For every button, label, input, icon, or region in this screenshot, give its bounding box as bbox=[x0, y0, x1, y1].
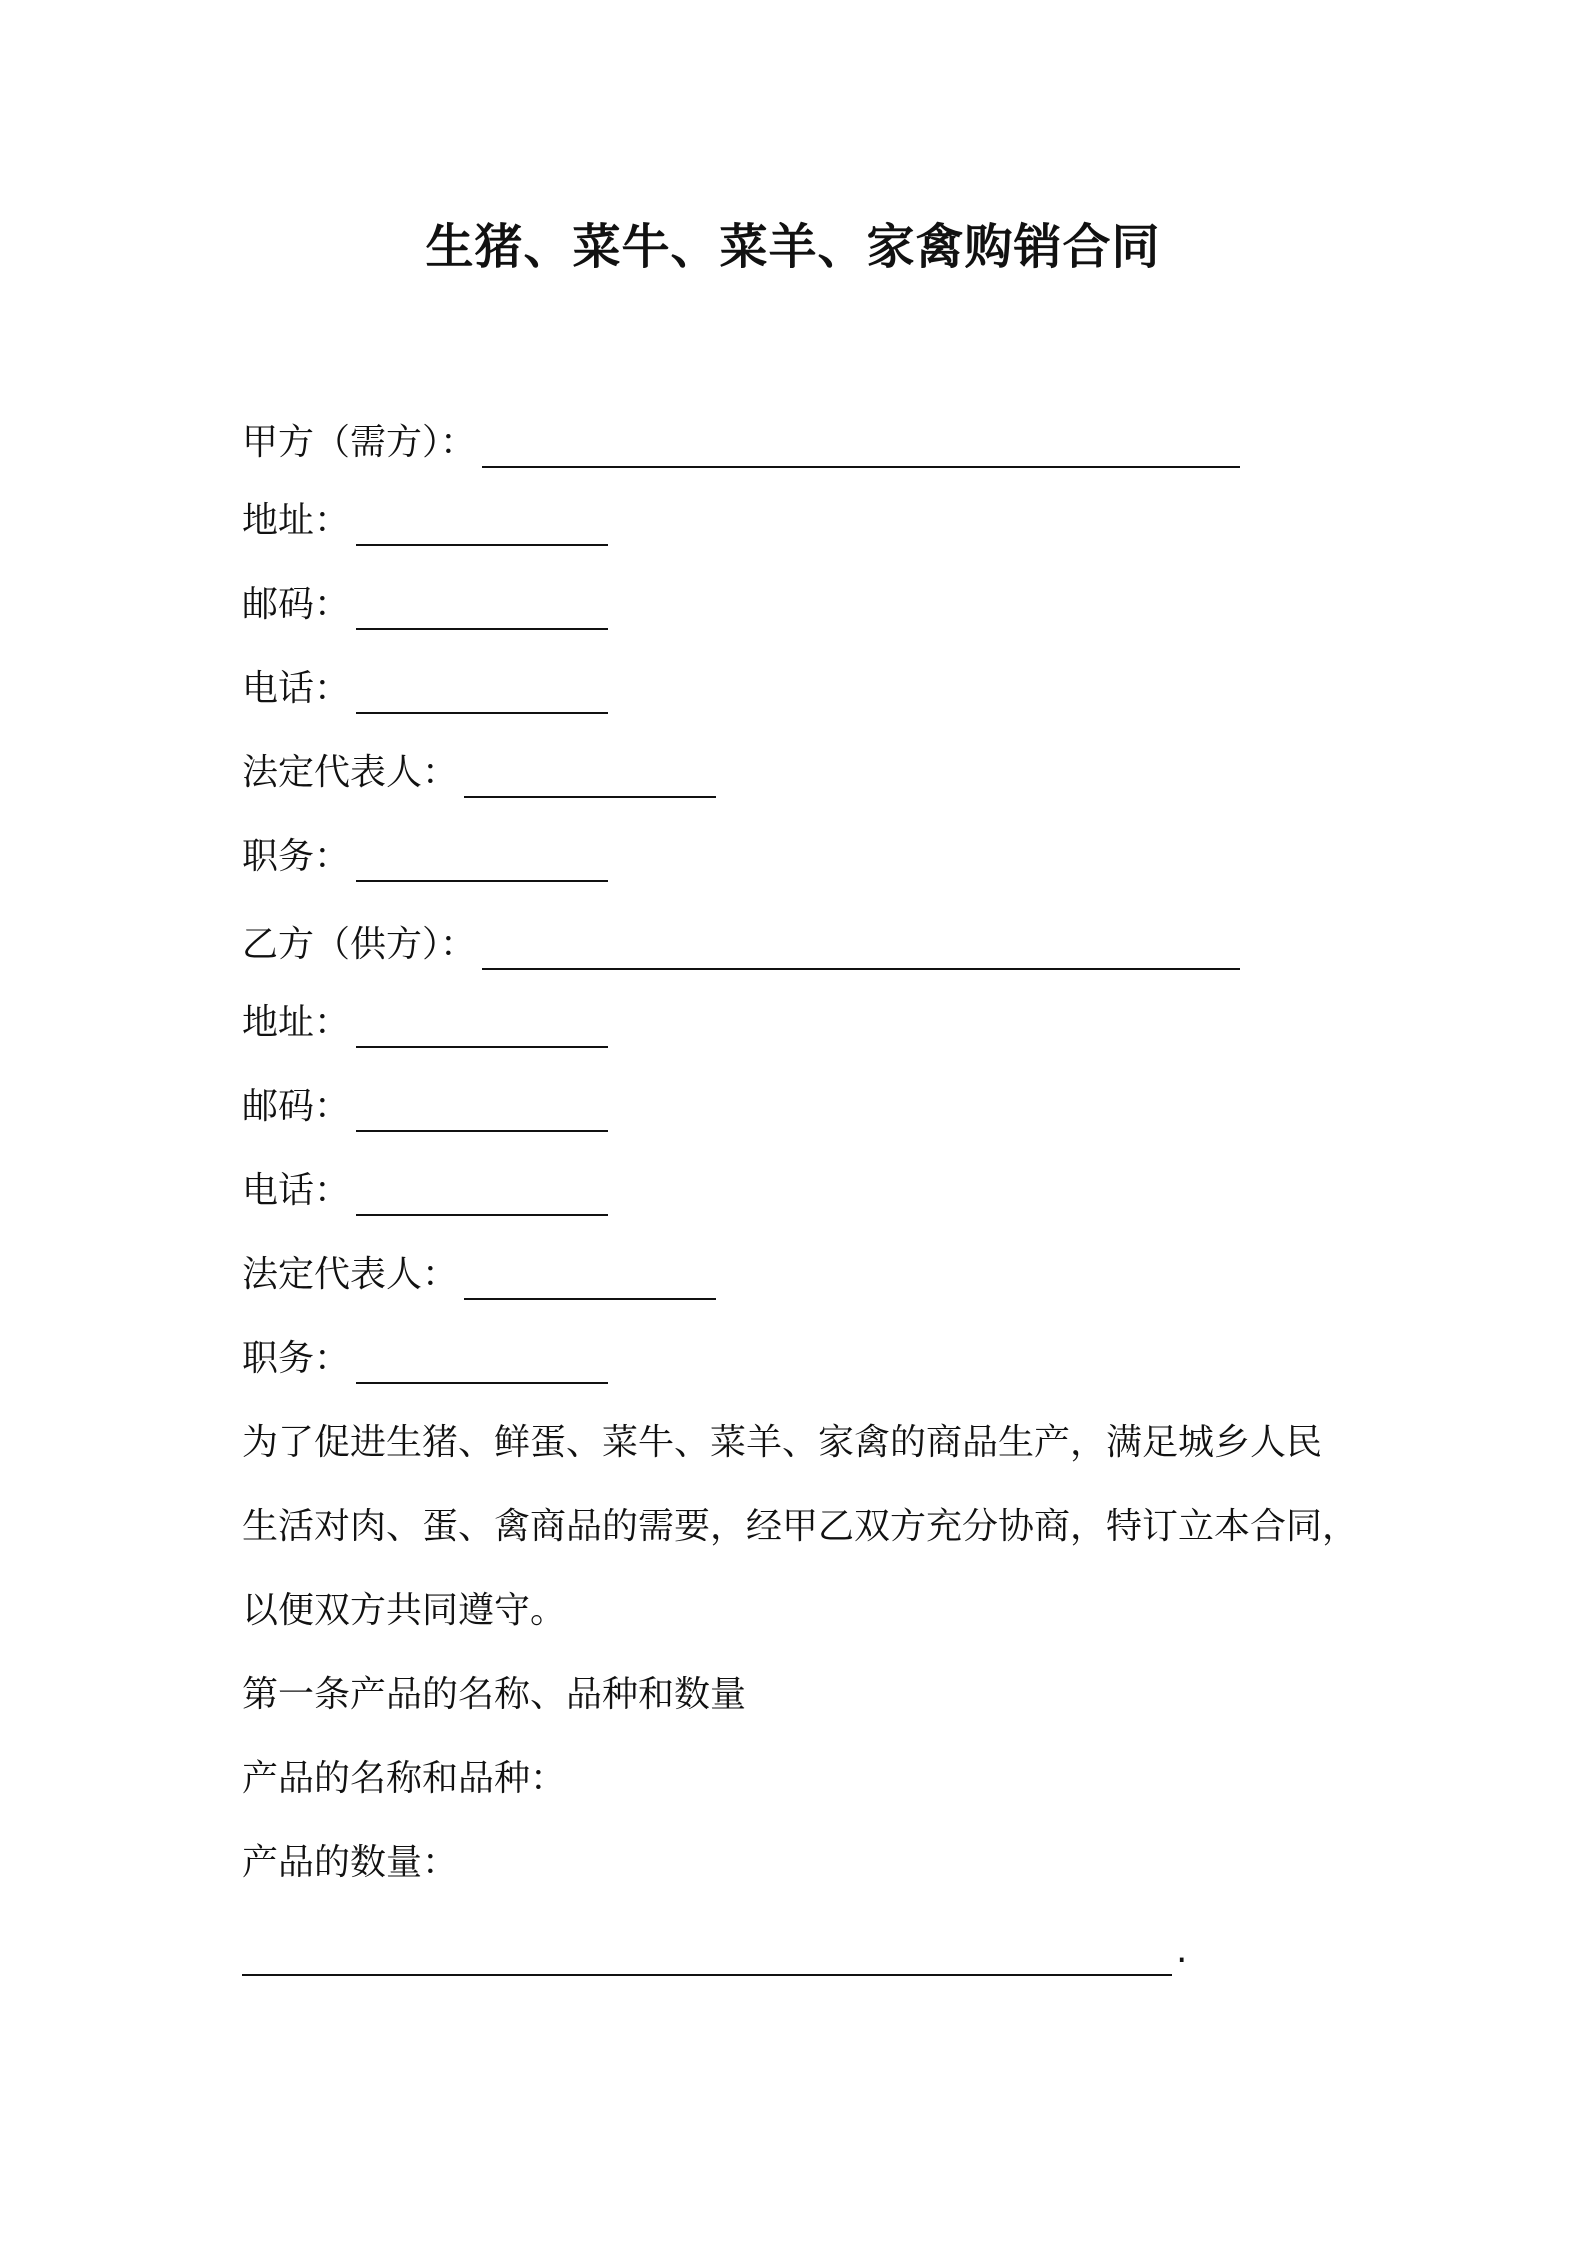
party-b-position-blank[interactable] bbox=[356, 1344, 608, 1384]
party-b-representative-blank[interactable] bbox=[464, 1260, 716, 1300]
party-b-postcode-label: 邮码： bbox=[242, 1086, 351, 1127]
party-a-postcode-label: 邮码： bbox=[242, 584, 351, 625]
party-a-phone-blank[interactable] bbox=[356, 674, 608, 714]
product-quantity-row bbox=[242, 1926, 1187, 1976]
intro-line-3: 以便双方共同遵守。 bbox=[242, 1590, 567, 1631]
party-a-postcode-blank[interactable] bbox=[356, 590, 608, 630]
party-b-phone-blank[interactable] bbox=[356, 1176, 608, 1216]
party-a-position-label: 职务： bbox=[242, 836, 351, 877]
party-a-representative-row bbox=[242, 748, 716, 798]
party-b-name-label: 乙方（供方）： bbox=[242, 924, 477, 965]
party-a-postcode-row bbox=[242, 580, 608, 630]
article-1-heading: 第一条产品的名称、品种和数量 bbox=[242, 1674, 747, 1715]
party-a-representative-label: 法定代表人： bbox=[242, 752, 459, 793]
party-a-name-label: 甲方（需方）： bbox=[242, 422, 477, 463]
party-b-representative-row bbox=[242, 1250, 716, 1300]
party-a-address-row bbox=[242, 496, 608, 546]
party-a-name-row bbox=[242, 418, 1240, 468]
party-b-name-row bbox=[242, 920, 1240, 970]
document-title: 生猪、菜牛、菜羊、家禽购销合同 bbox=[425, 219, 1161, 275]
party-a-phone-row bbox=[242, 664, 608, 714]
party-b-postcode-blank[interactable] bbox=[356, 1092, 608, 1132]
party-a-position-row bbox=[242, 832, 608, 882]
party-a-address-label: 地址： bbox=[242, 500, 351, 541]
intro-line-2: 生活对肉、蛋、禽商品的需要，经甲乙双方充分协商，特订立本合同， bbox=[242, 1506, 1359, 1547]
party-b-phone-label: 电话： bbox=[242, 1170, 351, 1211]
party-b-phone-row bbox=[242, 1166, 608, 1216]
party-a-representative-blank[interactable] bbox=[464, 758, 716, 798]
party-b-address-blank[interactable] bbox=[356, 1008, 608, 1048]
intro-line-1: 为了促进生猪、鲜蛋、菜牛、菜羊、家禽的商品生产，满足城乡人民 bbox=[242, 1422, 1323, 1463]
party-b-representative-label: 法定代表人： bbox=[242, 1254, 459, 1295]
end-mark: . bbox=[1176, 1930, 1188, 1971]
party-b-postcode-row bbox=[242, 1082, 608, 1132]
product-name-variety-label: 产品的名称和品种： bbox=[242, 1758, 567, 1799]
product-quantity-blank[interactable] bbox=[242, 1936, 1172, 1976]
product-quantity-label: 产品的数量： bbox=[242, 1842, 459, 1883]
party-b-position-row bbox=[242, 1334, 608, 1384]
party-a-phone-label: 电话： bbox=[242, 668, 351, 709]
party-a-name-blank[interactable] bbox=[482, 428, 1240, 468]
party-a-address-blank[interactable] bbox=[356, 506, 608, 546]
party-b-name-blank[interactable] bbox=[482, 930, 1240, 970]
party-b-address-label: 地址： bbox=[242, 1002, 351, 1043]
party-b-position-label: 职务： bbox=[242, 1338, 351, 1379]
party-b-address-row bbox=[242, 998, 608, 1048]
party-a-position-blank[interactable] bbox=[356, 842, 608, 882]
